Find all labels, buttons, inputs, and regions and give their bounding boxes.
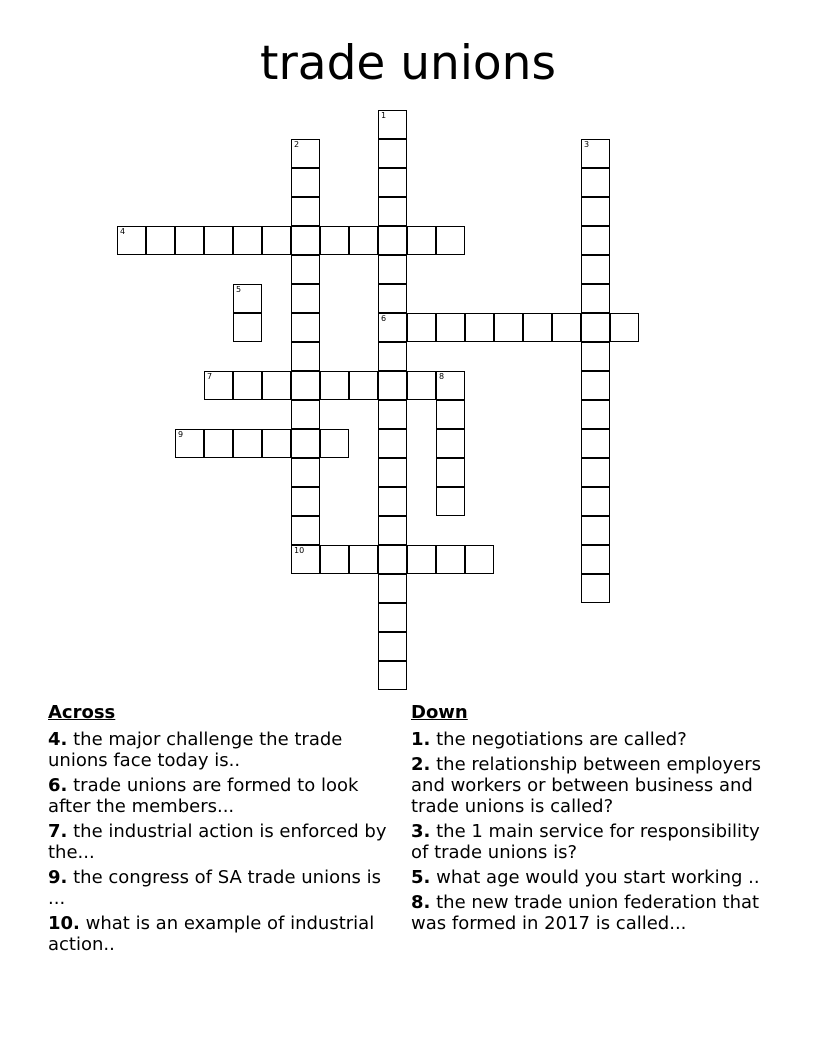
grid-cell: [552, 313, 581, 342]
grid-cell: [233, 429, 262, 458]
cell-number: 5: [236, 285, 242, 294]
grid-cell: [436, 487, 465, 516]
grid-cell: [407, 226, 436, 255]
grid-cell: [146, 226, 175, 255]
clue-down-8: [411, 892, 771, 934]
clue-text: the 1 main service for responsibility of trade unions is?: [411, 821, 760, 863]
grid-cell: [320, 371, 349, 400]
grid-cell: [436, 545, 465, 574]
grid-cell: [233, 226, 262, 255]
grid-cell: [175, 226, 204, 255]
clue-down-5: [411, 867, 771, 888]
grid-cell: [349, 545, 378, 574]
clue-across-6: [48, 775, 398, 817]
grid-cell: [581, 574, 610, 603]
clue-number: 4.: [48, 729, 68, 750]
grid-cell: [581, 545, 610, 574]
grid-cell: [436, 226, 465, 255]
clue-number: 8.: [411, 892, 431, 913]
grid-cell: [494, 313, 523, 342]
cell-number: 7: [207, 372, 213, 381]
clue-number: 9.: [48, 867, 68, 888]
grid-cell: [349, 371, 378, 400]
grid-cell: [581, 487, 610, 516]
grid-cell: [581, 342, 610, 371]
grid-cell: [378, 458, 407, 487]
clue-down-3: [411, 821, 771, 863]
grid-cell: [581, 313, 610, 342]
grid-cell: [233, 284, 262, 313]
grid-cell: [291, 139, 320, 168]
clue-number: 3.: [411, 821, 431, 842]
clue-text: the industrial action is enforced by the...: [48, 821, 387, 863]
grid-cell: [523, 313, 552, 342]
grid-cell: [378, 226, 407, 255]
grid-cell: [378, 574, 407, 603]
grid-cell: [378, 400, 407, 429]
cell-number: 6: [381, 314, 387, 323]
cell-number: 2: [294, 140, 300, 149]
clue-text: the relationship between employers and workers or between business and trade unions is called?: [411, 754, 762, 817]
grid-cell: [204, 371, 233, 400]
grid-cell: [291, 313, 320, 342]
grid-cell: [291, 458, 320, 487]
clue-text: the negotiations are called?: [436, 729, 687, 750]
grid-cell: [291, 168, 320, 197]
grid-cell: [378, 342, 407, 371]
grid-cell: [378, 168, 407, 197]
grid-cell: [291, 516, 320, 545]
grid-cell: [407, 545, 436, 574]
grid-cell: [233, 371, 262, 400]
grid-cell: [436, 458, 465, 487]
grid-cell: [407, 313, 436, 342]
grid-cell: [581, 429, 610, 458]
grid-cell: [291, 487, 320, 516]
clue-number: 2.: [411, 754, 431, 775]
grid-cell: [378, 487, 407, 516]
grid-cell: [291, 197, 320, 226]
clue-across-7: [48, 821, 398, 863]
grid-cell: [378, 603, 407, 632]
grid-cell: [378, 284, 407, 313]
grid-cell: [378, 516, 407, 545]
clue-text: trade unions are formed to look after the members...: [48, 775, 359, 817]
grid-cell: [378, 313, 407, 342]
grid-cell: [291, 400, 320, 429]
grid-cell: [581, 139, 610, 168]
cell-number: 10: [294, 546, 305, 555]
grid-cell: [581, 168, 610, 197]
grid-cell: [436, 429, 465, 458]
grid-cell: [291, 255, 320, 284]
clue-text: the major challenge the trade unions face today is..: [48, 729, 343, 771]
grid-cell: [378, 632, 407, 661]
grid-cell: [610, 313, 639, 342]
cell-number: 4: [120, 227, 126, 236]
grid-cell: [204, 429, 233, 458]
clue-across-4: [48, 729, 398, 771]
grid-cell: [291, 545, 320, 574]
grid-cell: [291, 371, 320, 400]
grid-cell: [465, 545, 494, 574]
grid-cell: [204, 226, 233, 255]
grid-cell: [378, 661, 407, 690]
grid-cell: [581, 255, 610, 284]
across-clues: [48, 702, 398, 959]
grid-cell: [378, 110, 407, 139]
clue-text: what is an example of industrial action..: [48, 913, 375, 955]
clue-across-10: [48, 913, 398, 955]
grid-cell: [581, 284, 610, 313]
grid-cell: [436, 313, 465, 342]
grid-cell: [233, 313, 262, 342]
clue-down-2: [411, 754, 771, 817]
grid-cell: [378, 371, 407, 400]
grid-cell: [581, 458, 610, 487]
clue-down-1: [411, 729, 771, 750]
grid-cell: [378, 545, 407, 574]
cell-number: 8: [439, 372, 445, 381]
grid-cell: [581, 226, 610, 255]
clue-number: 5.: [411, 867, 431, 888]
grid-cell: [117, 226, 146, 255]
across-heading: Across: [48, 702, 116, 723]
grid-cell: [436, 400, 465, 429]
grid-cell: [581, 400, 610, 429]
grid-cell: [378, 255, 407, 284]
grid-cell: [378, 429, 407, 458]
cell-number: 1: [381, 111, 387, 120]
grid-cell: [262, 429, 291, 458]
clue-across-9: [48, 867, 398, 909]
grid-cell: [291, 284, 320, 313]
grid-cell: [262, 226, 291, 255]
clue-text: the congress of SA trade unions is ...: [48, 867, 381, 909]
clue-number: 7.: [48, 821, 68, 842]
grid-cell: [436, 371, 465, 400]
grid-cell: [320, 226, 349, 255]
grid-cell: [291, 429, 320, 458]
clue-number: 10.: [48, 913, 80, 934]
grid-cell: [581, 371, 610, 400]
grid-cell: [378, 139, 407, 168]
cell-number: 3: [584, 140, 590, 149]
grid-cell: [175, 429, 204, 458]
clue-text: what age would you start working ..: [436, 867, 760, 888]
clue-number: 1.: [411, 729, 431, 750]
grid-cell: [291, 342, 320, 371]
grid-cell: [320, 545, 349, 574]
grid-cell: [407, 371, 436, 400]
grid-cell: [378, 197, 407, 226]
page-title: trade unions: [260, 36, 556, 91]
grid-cell: [581, 516, 610, 545]
grid-cell: [320, 429, 349, 458]
grid-cell: [291, 226, 320, 255]
down-clues: [411, 702, 771, 938]
grid-cell: [581, 197, 610, 226]
grid-cell: [262, 371, 291, 400]
clue-number: 6.: [48, 775, 68, 796]
down-heading: Down: [411, 702, 468, 723]
cell-number: 9: [178, 430, 184, 439]
clue-text: the new trade union federation that was formed in 2017 is called...: [411, 892, 760, 934]
grid-cell: [349, 226, 378, 255]
grid-cell: [465, 313, 494, 342]
